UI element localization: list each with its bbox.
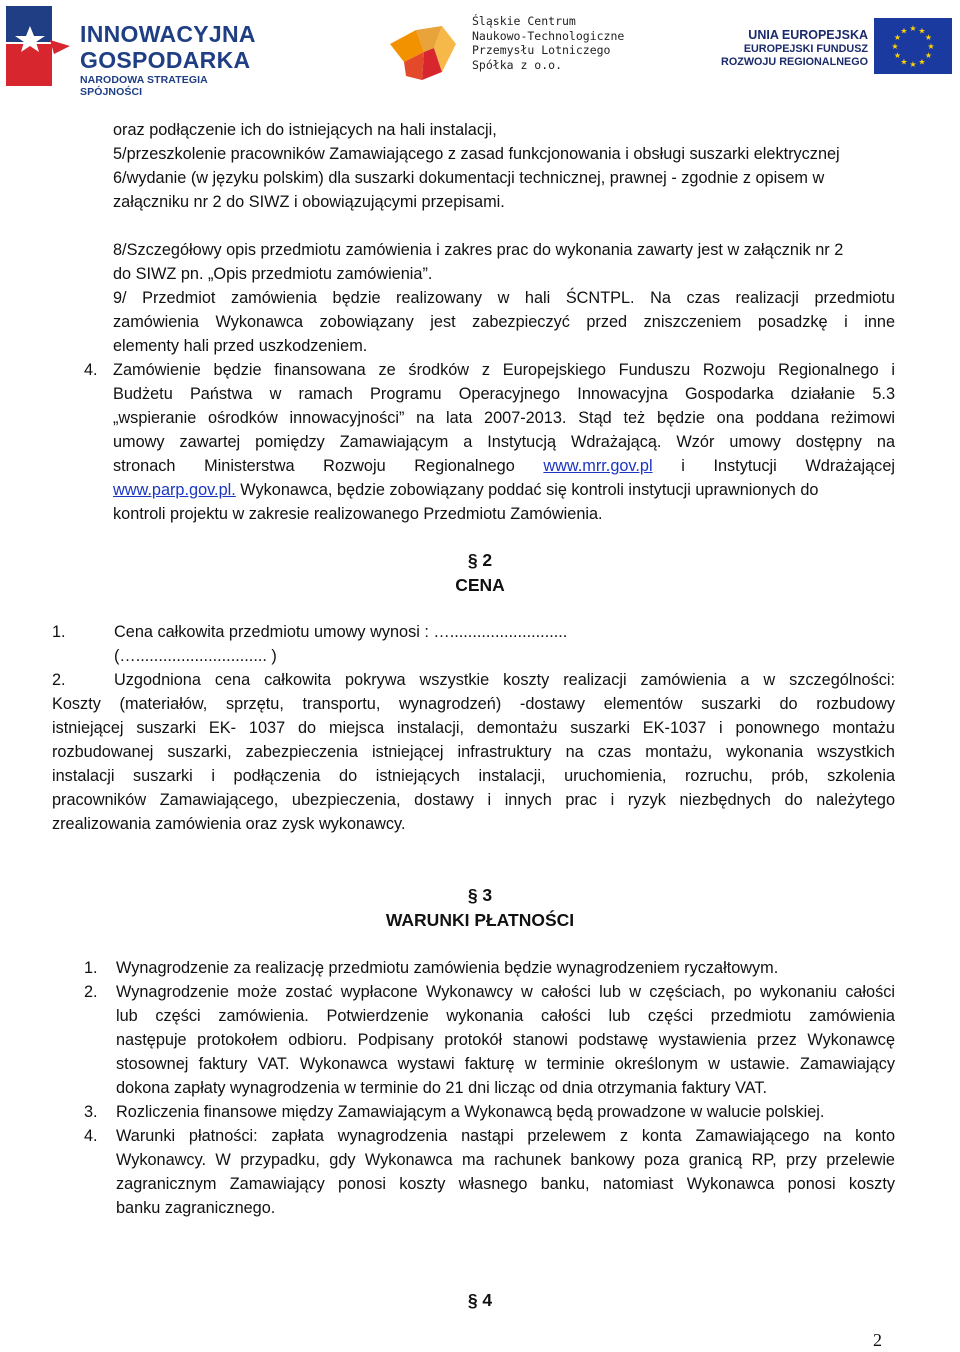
text-fragment: Na czas realizacji przedmiotu — [634, 289, 895, 307]
text-line: Warunki płatności: zapłata wynagrodzenia nastąpi przelewem z konta Zamawiającego na konto — [116, 1127, 895, 1145]
scntpl-line4: Spółka z o.o. — [472, 57, 563, 72]
page-number: 2 — [873, 1330, 882, 1350]
scntpl-line1: Śląskie Centrum — [472, 14, 576, 28]
list-number: 1. — [52, 623, 66, 641]
text-line: zagranicznym Zamawiający ponosi koszty własnego banku, natomiast Wykonawca ponosi koszty — [116, 1175, 895, 1193]
text-line — [113, 478, 818, 502]
text-line: umowy zawartej pomiędzy Zamawiającym a Instytucją Wdrażającą. Wzór umowy dostępny na — [113, 433, 895, 451]
text-line: Wynagrodzenie za realizację przedmiotu zamówienia będzie wynagrodzeniem ryczałtowym. — [116, 959, 779, 977]
eu-line3: ROZWOJU REGIONALNEGO — [721, 56, 868, 68]
text-line: następuje protokołem odbioru. Podpisany protokół stanowi podstawę wystawienia przez Wykonawcę — [116, 1031, 895, 1049]
section-4-heading: § 4 — [467, 1290, 493, 1310]
parp-link[interactable]: www.parp.gov.pl. — [113, 481, 236, 499]
svg-text:★: ★ — [891, 42, 899, 51]
eu-logo — [720, 16, 956, 78]
svg-text:★: ★ — [893, 51, 902, 60]
text-line: (…............................. ) — [114, 647, 277, 665]
text-line: Wynagrodzenie może zostać wypłacone Wykonawcy w całości lub w częściach, po wykonaniu całości — [116, 983, 895, 1001]
text-fragment: i Instytucji Wdrażającej — [652, 457, 895, 475]
svg-text:★: ★ — [918, 26, 926, 36]
quoted-title: „Opis przedmiotu zamówienia”. — [208, 265, 433, 283]
text-line: zamówienia Wykonawca zobowiązany jest zabezpieczyć przed zniszczeniem posadzkę i inne — [113, 313, 895, 331]
scntpl-name — [472, 14, 624, 72]
page-header — [0, 0, 960, 98]
list-number: 3. — [84, 1103, 98, 1121]
svg-text:★: ★ — [900, 26, 908, 36]
svg-text:★: ★ — [909, 24, 917, 33]
text-fragment: 9/ Przedmiot zamówienia będzie realizowany w hali ŚCNTPL. — [113, 289, 635, 307]
ig-title-line2: GOSPODARKA — [80, 47, 251, 73]
text-line: zrealizowania zamówienia oraz zysk wykonawcy. — [52, 815, 406, 833]
text-line: Uzgodniona cena całkowita pokrywa wszystkie koszty realizacji zamówienia a w szczególności: — [114, 671, 895, 689]
text-line: dokona zapłaty wynagrodzenia w terminie do 21 dni licząc od dnia otrzymania faktury VAT. — [116, 1079, 767, 1097]
text-line: Wykonawcy. W przypadku, gdy Wykonawca ma rachunek bankowy poza granicą RP, przy przelewie — [116, 1151, 895, 1169]
text-fragment: Wykonawca, będzie zobowiązany poddać się kontroli instytucji uprawnionych do — [235, 481, 819, 499]
mrr-link[interactable]: www.mrr.gov.pl — [543, 457, 653, 475]
list-number: 1. — [84, 959, 98, 977]
text-line: kontroli projektu w zakresie realizowanego Przedmiotu Zamówienia. — [113, 505, 603, 523]
text-line: stosownej faktury VAT. Wykonawca wystawi fakturę w terminie określonym w ustawie. Zamawiający — [116, 1055, 895, 1073]
eu-flag-icon — [874, 18, 952, 74]
scntpl-line2: Naukowo-Technologiczne — [472, 28, 625, 43]
text-line: instalacji suszarki i podłączenia do istniejących instalacji, uruchomienia, rozruchu, prób, szkolenia — [52, 767, 895, 785]
text-line: istniejącej suszarki EK- 1037 do miejsca instalacji, demontażu suszarki EK-1037 i ponownego montażu — [52, 719, 895, 737]
svg-text:★: ★ — [900, 57, 908, 67]
text-line: banku zagranicznego. — [116, 1199, 276, 1217]
text-line: lub części zamówienia. Potwierdzenie wykonania całości lub części przedmiotu zamówienia — [116, 1007, 895, 1025]
scntpl-logo — [386, 14, 636, 84]
svg-text:★: ★ — [918, 57, 926, 67]
svg-text:★: ★ — [909, 60, 917, 69]
ig-title-line1: INNOWACYJNA — [80, 21, 256, 47]
text-line: Rozliczenia finansowe między Zamawiającym a Wykonawcą będą prowadzone w walucie polskiej. — [116, 1103, 825, 1121]
svg-text:★: ★ — [927, 42, 935, 51]
ig-flag-icon — [4, 4, 74, 88]
scntpl-shield-icon — [386, 22, 462, 82]
text-line: Cena całkowita przedmiotu umowy wynosi : ….......................... — [114, 623, 568, 641]
list-number: 4. — [84, 1127, 98, 1145]
eu-line2: EUROPEJSKI FUNDUSZ — [743, 43, 868, 55]
text-line — [113, 262, 432, 286]
text-line: rozbudowanej suszarki, zabezpieczenia istniejącej infrastruktury na czas montażu, wykonania wszystkich — [52, 743, 895, 761]
text-line: Budżetu Państwa w ramach Programu Operacyjnego Innowacyjna Gospodarka działanie 5.3 — [113, 385, 895, 403]
text-line: 5/przeszkolenie pracowników Zamawiającego z zasad funkcjonowania i obsługi suszarki elektrycznej — [113, 145, 840, 163]
scntpl-line3: Przemysłu Lotniczego — [472, 43, 611, 57]
text-line: „wspieranie ośrodków innowacyjności” na lata 2007-2013. Stąd też będzie ona poddana reżimowi — [113, 409, 895, 427]
text-line: 6/wydanie (w języku polskim) dla suszarki dokumentacji technicznej, prawnej - zgodnie z opisem w — [113, 169, 825, 187]
section-3-title: WARUNKI PŁATNOŚCI — [385, 910, 575, 930]
innowacyjna-gospodarka-logo — [4, 4, 266, 98]
text-line: pracowników Zamawiającego, ubezpieczenia, dostawy i innych prac i ryzyk niezbędnych do należytego — [52, 791, 895, 809]
section-3-heading: § 3 — [467, 885, 493, 905]
section-2-title: CENA — [455, 575, 505, 595]
text-line: 8/Szczegółowy opis przedmiotu zamówienia i zakres prac do wykonania zawarty jest w załącznik nr 2 — [113, 241, 844, 259]
text-fragment: stronach Ministerstwa Rozwoju Regionalnego — [113, 457, 544, 475]
svg-text:★: ★ — [924, 51, 933, 60]
svg-text:★: ★ — [893, 33, 902, 42]
text-line: Koszty (materiałów, sprzętu, transportu, wynagrodzeń) -dostawy elementów suszarki do rozbudowy — [52, 695, 895, 713]
text-line: oraz podłączenie ich do istniejących na hali instalacji, — [113, 121, 497, 139]
section-2-heading: § 2 — [467, 550, 493, 570]
text-line: elementy hali przed uszkodzeniem. — [113, 337, 368, 355]
eu-text — [721, 28, 868, 69]
eu-line1: UNIA EUROPEJSKA — [748, 28, 868, 42]
list-number: 2. — [84, 983, 98, 1001]
text-line: załączniku nr 2 do SIWZ i obowiązującymi przepisami. — [113, 193, 505, 211]
text-line — [113, 454, 895, 478]
ig-subtitle: NARODOWA STRATEGIA SPÓJNOŚCI — [80, 74, 208, 98]
list-number: 2. — [52, 671, 66, 689]
text-line: Zamówienie będzie finansowana ze środków z Europejskiego Funduszu Rozwoju Regionalnego i — [113, 361, 895, 379]
text-line — [113, 286, 895, 310]
list-number: 4. — [84, 361, 98, 379]
svg-text:★: ★ — [924, 33, 933, 42]
text-fragment: do SIWZ pn. — [113, 265, 209, 283]
